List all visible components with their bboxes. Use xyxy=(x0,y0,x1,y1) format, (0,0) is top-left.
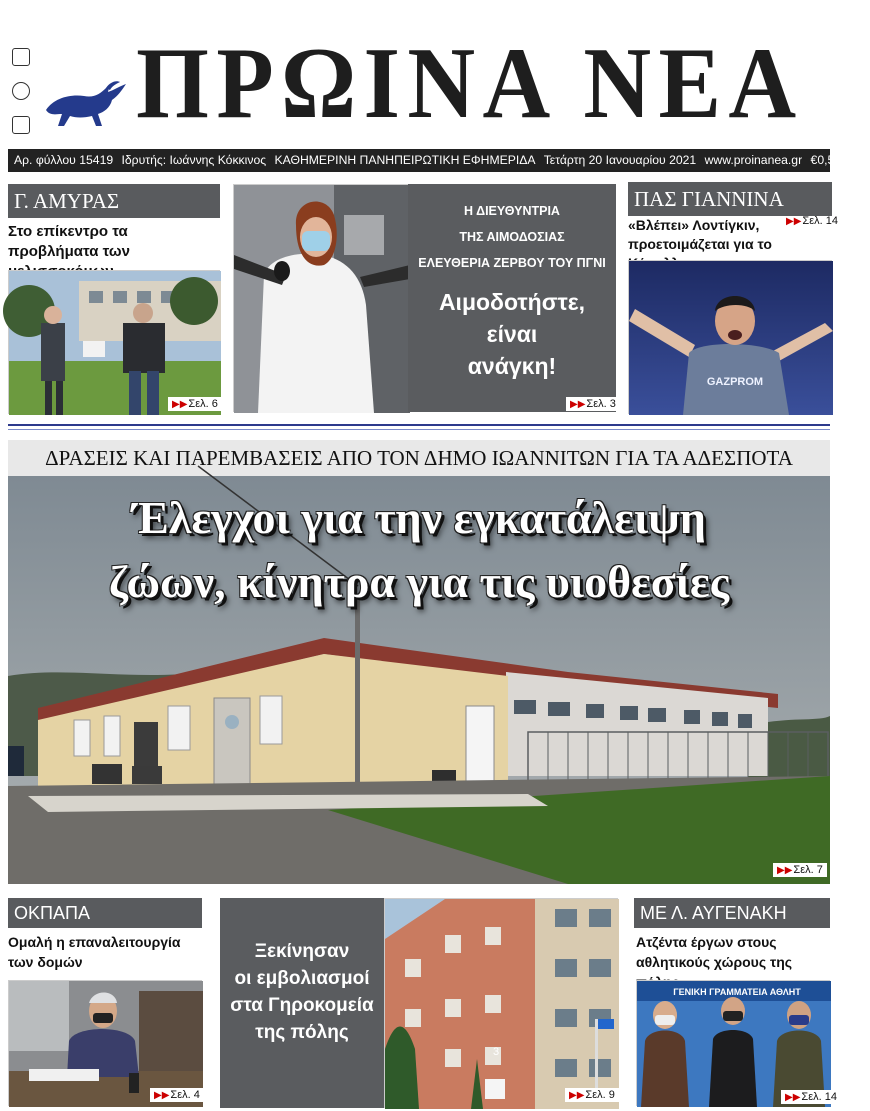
article-headline-football[interactable]: «Βλέπει» Λοντίγκιν, προετοιμάζεται για το xyxy=(628,217,772,252)
photo-meeting xyxy=(8,270,220,414)
crest-icon xyxy=(12,116,30,134)
page-arrow-icon: ▶▶ xyxy=(777,865,793,876)
photo-blood-bank-director xyxy=(233,184,409,412)
section-header-pas-giannina: ΠΑΣ ΓΙΑΝΝΙΝΑ xyxy=(628,182,832,216)
photo-football-player xyxy=(628,260,832,414)
page-arrow-icon: ▶▶ xyxy=(569,1090,585,1101)
divider-rule xyxy=(8,424,830,426)
article-headline-sports-venues[interactable]: Ατζέντα έργων στους αθλητικούς χώρους της xyxy=(636,934,793,970)
article-headline-okpapa[interactable]: Ομαλή η επαναλειτουργία των δομών xyxy=(8,934,181,970)
founder: Ιδρυτής: Ιωάννης Κόκκινος xyxy=(121,153,267,167)
main-headline[interactable]: Έλεγχοι για την εγκατάλειψη ζώων, κίνητρα για τις υιοθεσίες xyxy=(108,492,730,607)
issue-date: Τετάρτη 20 Ιανουαρίου 2021 xyxy=(543,153,697,167)
page-arrow-icon: ▶▶ xyxy=(785,1092,801,1103)
page-arrow-icon: ▶▶ xyxy=(786,216,802,227)
section-header-avgenakis: ΜΕ Λ. ΑΥΓΕΝΑΚΗ xyxy=(634,898,830,928)
page-ref-4[interactable]: ▶▶Σελ. 4 xyxy=(150,1088,204,1102)
emblem-icon xyxy=(12,48,30,66)
photo-nursing-home xyxy=(384,898,618,1108)
page-arrow-icon: ▶▶ xyxy=(172,399,188,410)
page-ref-14-top[interactable]: ▶▶Σελ. 14 xyxy=(786,215,838,227)
masthead-side-emblems xyxy=(10,48,32,134)
article-blood-donation[interactable] xyxy=(408,184,616,412)
page-ref-9[interactable]: ▶▶Σελ. 9 xyxy=(565,1088,619,1102)
price: €0,50 xyxy=(810,153,842,167)
article-headline-donate-blood: Αιμοδοτήστε, είναι ανάγκη! xyxy=(438,289,586,379)
photo-officials xyxy=(636,980,830,1106)
page-arrow-icon: ▶▶ xyxy=(570,399,586,410)
section-header-amyras: Γ. ΑΜΥΡΑΣ xyxy=(8,184,220,218)
page-ref-6[interactable]: ▶▶Σελ. 6 xyxy=(168,397,222,411)
info-bar xyxy=(8,149,842,172)
page-ref-3[interactable]: ▶▶Σελ. 3 xyxy=(566,397,620,411)
banner-text: ΓΕΝΙΚΗ ΓΡΑΜΜΑΤΕΙΑ ΑΘΛΗΤ xyxy=(673,987,801,997)
page-arrow-icon: ▶▶ xyxy=(154,1090,170,1101)
article-kicker: Η ΔΙΕΥΘΥΝΤΡΙΑ ΤΗΣ ΑΙΜΟΔΟΣΙΑΣ ΕΛΕΥΘΕΡΙΑ ΖΕΡΒΟΥ ΤΟΥ ΠΓΝΙ xyxy=(418,204,606,270)
article-vaccinations[interactable]: Ξεκίνησαν οι εμβολιασμοί στα Γηροκομεία της πόλης xyxy=(220,898,384,1108)
page-ref-14-bottom[interactable]: ▶▶Σελ. 14 xyxy=(781,1090,841,1104)
tagline: ΚΑΘΗΜΕΡΙΝΗ ΠΑΝΗΠΕΙΡΩΤΙΚΗ ΕΦΗΜΕΡΙΔΑ xyxy=(274,153,536,167)
section-header-okpapa: ΟΚΠΑΠΑ xyxy=(8,898,202,928)
issue-number: Αρ. φύλλου 15419 xyxy=(14,153,114,167)
shirt-sponsor-text: GAZPROM xyxy=(706,376,764,388)
page-ref-7[interactable]: ▶▶Σελ. 7 xyxy=(773,863,827,877)
seal-icon xyxy=(12,82,30,100)
article-headline-beekeepers[interactable]: Στο επίκεντρο τα προβλήματα των xyxy=(8,223,130,260)
newspaper-title: ΠΡΩΙΝΑ ΝΕΑ xyxy=(136,27,804,140)
bull-logo-icon xyxy=(40,80,132,132)
website-link[interactable]: www.proinanea.gr xyxy=(704,153,803,167)
main-photo-animal-shelter xyxy=(8,476,830,884)
divider-rule-thin xyxy=(8,429,830,430)
main-kicker: ΔΡΑΣΕΙΣ ΚΑΙ ΠΑΡΕΜΒΑΣΕΙΣ ΑΠΟ ΤΟΝ ΔΗΜΟ ΙΩΑΝΝΙΤΩΝ ΓΙΑ ΤΑ ΑΔΕΣΠΟΤΑ xyxy=(8,440,830,476)
door-number: 3 xyxy=(493,1046,500,1058)
